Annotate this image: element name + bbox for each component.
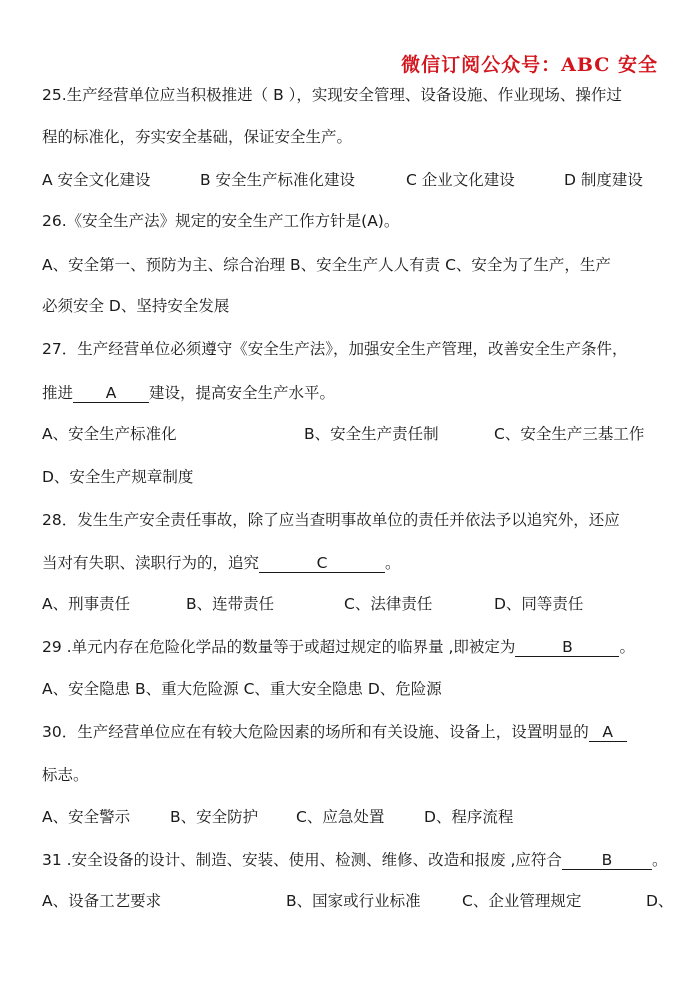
q28-stem-line2	[42, 552, 401, 574]
q29-stem	[42, 636, 635, 658]
q26-options-line1: A、安全第一、预防为主、综合治理 B、安全生产人人有责 C、安全为了生产，生产	[42, 256, 611, 274]
q28-stem-post: 。	[385, 554, 401, 572]
q26-stem: 26.《安全生产法》规定的安全生产工作方针是(A)。	[42, 212, 400, 230]
q28-option-d: D、同等责任	[494, 595, 584, 613]
q27-option-a: A、安全生产标准化	[42, 425, 177, 443]
q30-options	[42, 806, 662, 828]
q27-option-c: C、安全生产三基工作	[494, 425, 645, 443]
q31-answer-blank: B	[562, 851, 652, 870]
q27-stem-post: 建设，提高安全生产水平。	[149, 384, 336, 402]
q28-options	[42, 593, 662, 615]
q27-stem-pre: 推进	[42, 384, 74, 402]
q30-stem-line1	[42, 721, 627, 743]
q25-option-d: D 制度建设	[564, 171, 643, 189]
header-watermark: 微信订阅公众号：ABC 安全	[401, 54, 658, 76]
q25-option-c: C 企业文化建设	[406, 171, 515, 189]
q25-stem-line1: 25.生产经营单位应当积极推进（ B ），实现安全管理、设备设施、作业现场、操作过	[42, 86, 622, 104]
q25-option-b: B 安全生产标准化建设	[200, 171, 356, 189]
q27-option-d: D、安全生产规章制度	[42, 468, 194, 486]
q29-answer-blank: B	[515, 638, 619, 657]
q28-option-a: A、刑事责任	[42, 595, 131, 613]
q29-options: A、安全隐患 B、重大危险源 C、重大安全隐患 D、危险源	[42, 680, 442, 698]
q27-stem-line1: 27．生产经营单位必须遵守《安全生产法》，加强安全生产管理，改善安全生产条件，	[42, 340, 628, 358]
q30-option-c: C、应急处置	[296, 808, 385, 826]
q31-stem	[42, 849, 667, 871]
q28-stem-line1: 28．发生生产安全责任事故，除了应当查明事故单位的责任并依法予以追究外，还应	[42, 511, 620, 529]
q30-stem-pre: 30．生产经营单位应在有较大危险因素的场所和有关设施、设备上，设置明显的	[42, 723, 589, 741]
q27-option-b: B、安全生产责任制	[304, 425, 439, 443]
q28-option-b: B、连带责任	[186, 595, 275, 613]
q29-stem-post: 。	[619, 638, 635, 656]
q30-option-d: D、程序流程	[424, 808, 514, 826]
q29-stem-pre: 29 .单元内存在危险化学品的数量等于或超过规定的临界量 ,即被定为	[42, 638, 516, 656]
q25-option-a: A 安全文化建设	[42, 171, 151, 189]
q25-stem-line2: 程的标准化，夯实安全基础，保证安全生产。	[42, 128, 353, 146]
q30-option-b: B、安全防护	[170, 808, 259, 826]
q28-answer-blank: C	[259, 554, 385, 573]
q27-stem-line2	[42, 382, 335, 404]
q31-stem-pre: 31 .安全设备的设计、制造、安装、使用、检测、维修、改造和报废 ,应符合	[42, 851, 562, 869]
q27-options	[42, 423, 662, 445]
q30-option-a: A、安全警示	[42, 808, 131, 826]
q31-option-a: A、设备工艺要求	[42, 892, 162, 910]
q28-option-c: C、法律责任	[344, 595, 433, 613]
q30-stem-line2: 标志。	[42, 766, 89, 784]
q31-stem-post: 。	[651, 851, 668, 869]
q31-option-d: D、	[646, 892, 674, 910]
q31-option-c: C、企业管理规定	[462, 892, 582, 910]
q27-answer-blank: A	[73, 384, 149, 403]
q30-answer-blank: A	[589, 723, 627, 742]
q25-options	[42, 169, 662, 191]
q31-options	[42, 890, 674, 912]
q31-option-b: B、国家或行业标准	[286, 892, 421, 910]
q28-stem-pre: 当对有失职、渎职行为的，追究	[42, 554, 260, 572]
q26-options-line2: 必须安全 D、坚持安全发展	[42, 297, 230, 315]
